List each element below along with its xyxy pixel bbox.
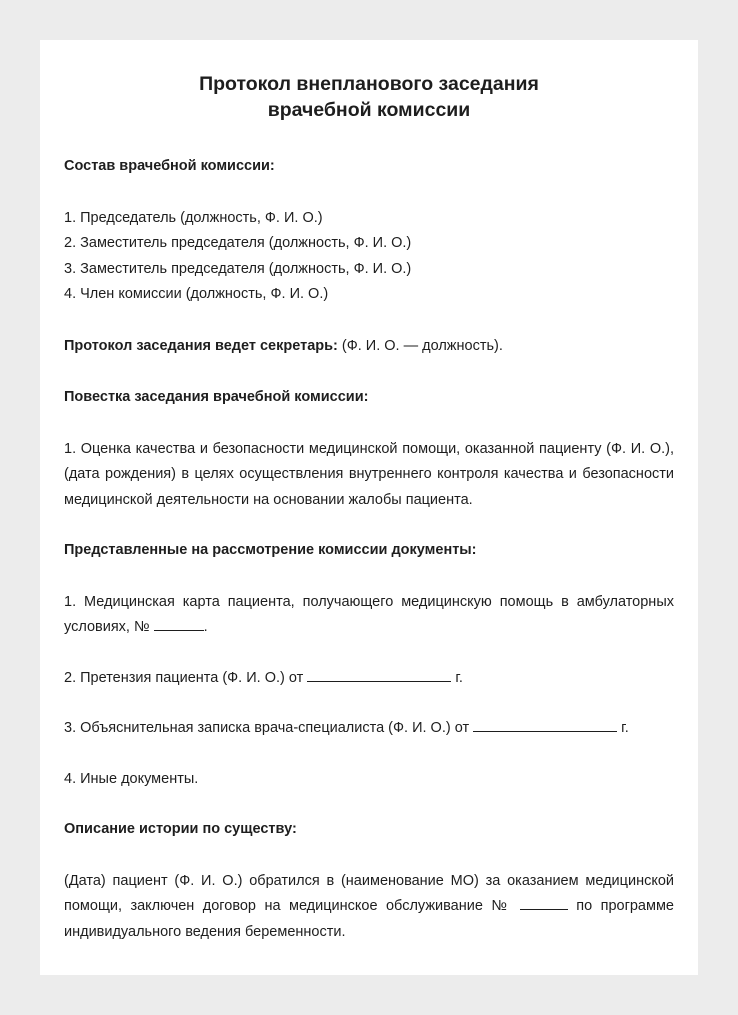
document-item-1: [64, 590, 674, 641]
secretary-label: Протокол заседания ведет секретарь:: [64, 337, 338, 354]
blank-line: [473, 717, 617, 732]
document-item-4: 4. Иные документы.: [64, 770, 199, 787]
composition-heading: Состав врачебной комиссии:: [64, 158, 275, 174]
secretary-line: [64, 334, 674, 360]
document-item-2-text: 2. Претензия пациента (Ф. И. О.) от: [64, 669, 308, 686]
agenda-heading: Повестка заседания врачебной комиссии:: [64, 389, 369, 405]
story-text-start: (Дата) пациент (Ф. И. О.) обратился в (наименование МО) за оказанием медицинской помощи, заключен договор на медицинское обслуживание №: [64, 872, 674, 914]
document-item-3: [64, 716, 674, 742]
member-item: 3. Заместитель председателя (должность, Ф. И. О.): [64, 260, 412, 277]
document-item-2: [64, 666, 674, 692]
blank-line: [307, 667, 451, 682]
document-item-2-end: г.: [451, 669, 463, 686]
members-list: [64, 206, 674, 308]
member-item: 1. Председатель (должность, Ф. И. О.): [64, 209, 323, 226]
title-line-1: Протокол внепланового заседания: [199, 73, 539, 95]
document-page: [40, 40, 698, 975]
document-item-1-text: 1. Медицинская карта пациента, получающего медицинскую помощь в амбулаторных условиях, №: [64, 593, 674, 635]
document-title: [64, 71, 674, 123]
agenda-item-1: 1. Оценка качества и безопасности медицинской помощи, оказанной пациенту (Ф. И. О.), (дата рождения) в целях осуществления внутреннего контроля качества и безопасности медицинской деятельности на основании жалобы пациента.: [64, 440, 674, 508]
story-text: [64, 869, 674, 946]
documents-heading: Представленные на рассмотрение комиссии документы:: [64, 542, 477, 558]
title-line-2: врачебной комиссии: [267, 99, 471, 121]
secretary-value: (Ф. И. О. — должность).: [337, 337, 503, 354]
member-item: 2. Заместитель председателя (должность, Ф. И. О.): [64, 235, 412, 251]
document-item-3-text: 3. Объяснительная записка врача-специалиста (Ф. И. О.) от: [64, 720, 474, 736]
blank-line: [154, 616, 204, 631]
story-heading: Описание истории по существу:: [64, 821, 297, 837]
story-text-end: по программе индивидуального ведения беременности.: [64, 898, 674, 940]
document-item-3-end: г.: [617, 720, 629, 736]
document-content: [64, 71, 674, 945]
member-item: 4. Член комиссии (должность, Ф. И. О.): [64, 286, 329, 302]
blank-line: [520, 895, 568, 910]
document-item-1-end: .: [203, 619, 208, 635]
